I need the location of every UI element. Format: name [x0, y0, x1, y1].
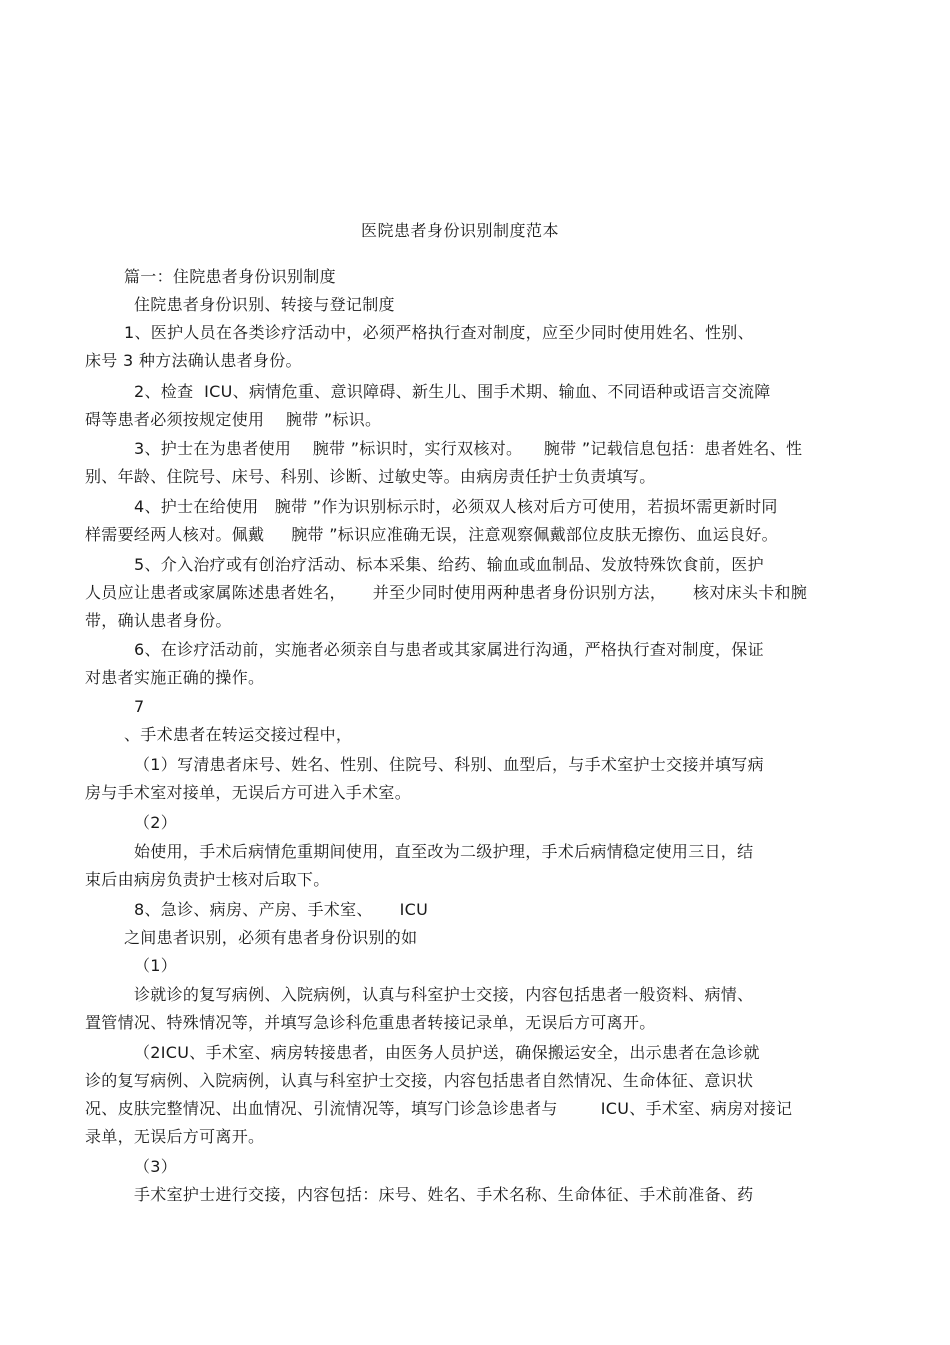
- paragraph-line: 3、护士在为患者使用 腕带 ”标识时，实行双核对。 腕带 ”记载信息包括：患者姓名、性: [134, 439, 803, 458]
- paragraph-line: 录单，无误后方可离开。: [85, 1127, 265, 1146]
- paragraph-line: 篇一：住院患者身份识别制度: [124, 267, 336, 286]
- paragraph-line: （2ICU、手术室、病房转接患者，由医务人员护送，确保搬运安全，出示患者在急诊就: [134, 1043, 760, 1062]
- paragraph-line: 诊就诊的复写病例、入院病例，认真与科室护士交接，内容包括患者一般资料、病情、: [134, 985, 754, 1004]
- paragraph-line: 样需要经两人核对。佩戴 腕带 ”标识应准确无误，注意观察佩戴部位皮肤无擦伤、血运良好。: [85, 525, 778, 544]
- paragraph-line: 碍等患者必须按规定使用 腕带 ”标识。: [85, 410, 382, 429]
- paragraph-line: 况、皮肤完整情况、出血情况、引流情况等，填写门诊急诊患者与 ICU、手术室、病房对接记: [85, 1099, 793, 1118]
- paragraph-line: 带，确认患者身份。: [85, 611, 232, 630]
- paragraph-line: 始使用，手术后病情危重期间使用，直至改为二级护理，手术后病情稳定使用三日，结: [134, 842, 754, 861]
- paragraph-line: 住院患者身份识别、转接与登记制度: [134, 295, 395, 314]
- paragraph-line: 2、检查 ICU、病情危重、意识障碍、新生儿、围手术期、输血、不同语种或语言交流障: [134, 382, 771, 401]
- paragraph-line: （1）写清患者床号、姓名、性别、住院号、科别、血型后，与手术室护士交接并填写病: [134, 755, 764, 774]
- paragraph-line: 别、年龄、住院号、床号、科别、诊断、过敏史等。由病房责任护士负责填写。: [85, 467, 656, 486]
- paragraph-line: 6、在诊疗活动前，实施者必须亲自与患者或其家属进行沟通，严格执行查对制度，保证: [134, 640, 764, 659]
- paragraph-line: 对患者实施正确的操作。: [85, 668, 265, 687]
- paragraph-line: （1）: [134, 956, 178, 975]
- paragraph-line: 床号 3 种方法确认患者身份。: [85, 351, 302, 370]
- paragraph-line: 手术室护士进行交接，内容包括：床号、姓名、手术名称、生命体征、手术前准备、药: [134, 1185, 754, 1204]
- paragraph-line: 、手术患者在转运交接过程中，: [124, 725, 353, 744]
- paragraph-line: 置管情况、特殊情况等，并填写急诊科危重患者转接记录单，无误后方可离开。: [85, 1013, 656, 1032]
- document-title: 医院患者身份识别制度范本: [361, 221, 560, 240]
- paragraph-line: 诊的复写病例、入院病例，认真与科室护士交接，内容包括患者自然情况、生命体征、意识状: [85, 1071, 754, 1090]
- paragraph-line: 8、急诊、病房、产房、手术室、 ICU: [134, 900, 429, 919]
- paragraph-line: 7: [134, 697, 145, 716]
- paragraph-line: 人员应让患者或家属陈述患者姓名， 并至少同时使用两种患者身份识别方法， 核对床头卡和腕: [85, 583, 808, 602]
- paragraph-line: 束后由病房负责护士核对后取下。: [85, 870, 330, 889]
- paragraph-line: 4、护士在给使用 腕带 ”作为识别标示时，必须双人核对后方可使用，若损坏需更新时同: [134, 497, 778, 516]
- paragraph-line: 之间患者识别，必须有患者身份识别的如: [124, 928, 418, 947]
- paragraph-line: 1、医护人员在各类诊疗活动中，必须严格执行查对制度，应至少同时使用姓名、性别、: [124, 323, 754, 342]
- paragraph-line: （2）: [134, 813, 178, 832]
- paragraph-line: 房与手术室对接单，无误后方可进入手术室。: [85, 783, 412, 802]
- paragraph-line: 5、介入治疗或有创治疗活动、标本采集、给药、输血或血制品、发放特殊饮食前，医护: [134, 555, 764, 574]
- paragraph-line: （3）: [134, 1157, 178, 1176]
